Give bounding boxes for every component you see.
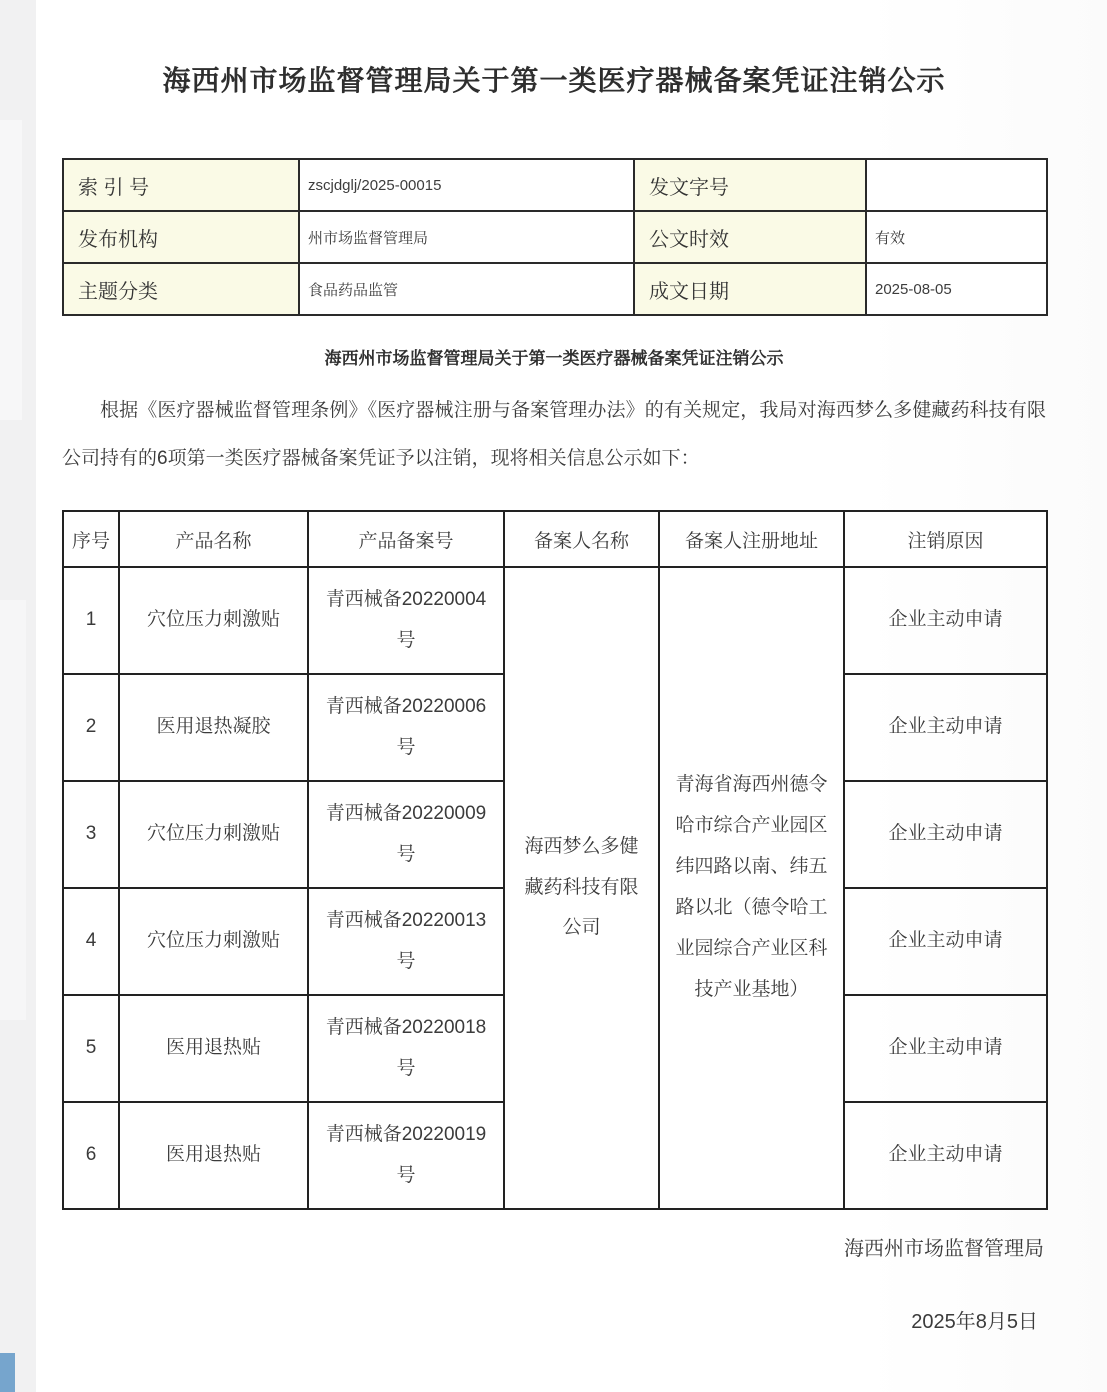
metadata-row [63, 211, 1047, 263]
metadata-row [63, 263, 1047, 315]
meta-value-subject-category: 食品药品监管 [299, 263, 634, 315]
cell-record-number: 青西械备20220019号 [308, 1102, 504, 1209]
meta-value-issuing-agency: 州市场监督管理局 [299, 211, 634, 263]
col-header-serial: 序号 [63, 511, 119, 567]
signature-agency: 海西州市场监督管理局 [844, 1238, 1044, 1260]
notice-document [62, 0, 1046, 1334]
col-header-registrant-address: 备案人注册地址 [659, 511, 844, 567]
cell-serial: 5 [63, 995, 119, 1102]
cell-product: 穴位压力刺激贴 [119, 781, 308, 888]
cell-serial: 3 [63, 781, 119, 888]
table-row [63, 567, 1047, 674]
cell-serial: 6 [63, 1102, 119, 1209]
meta-value-date-issued: 2025-08-05 [866, 263, 1047, 315]
signature-date: 2025年8月5日 [911, 1311, 1038, 1333]
meta-value-index-number: zscjdglj/2025-00015 [299, 159, 634, 211]
cell-reason: 企业主动申请 [844, 781, 1047, 888]
cell-serial: 2 [63, 674, 119, 781]
col-header-cancel-reason: 注销原因 [844, 511, 1047, 567]
metadata-table [62, 158, 1048, 316]
cell-product: 穴位压力刺激贴 [119, 567, 308, 674]
page-edge-blue-tab [0, 1353, 15, 1392]
col-header-product-name: 产品名称 [119, 511, 308, 567]
notice-body-paragraph: 根据《医疗器械监督管理条例》《医疗器械注册与备案管理办法》的有关规定，我局对海西梦么多健藏药科技有限公司持有的6项第一类医疗器械备案凭证予以注销，现将相关信息公示如下： [62, 400, 1046, 469]
cell-reason: 企业主动申请 [844, 567, 1047, 674]
cell-registrant-name: 海西梦么多健藏药科技有限公司 [504, 567, 659, 1209]
meta-value-doc-number [866, 159, 1047, 211]
meta-label-subject-category: 主题分类 [63, 263, 299, 315]
page-edge-block [0, 600, 26, 1020]
meta-label-validity: 公文时效 [634, 211, 866, 263]
cell-serial: 1 [63, 567, 119, 674]
cell-reason: 企业主动申请 [844, 888, 1047, 995]
cell-serial: 4 [63, 888, 119, 995]
cell-record-number: 青西械备20220013号 [308, 888, 504, 995]
cell-product: 医用退热贴 [119, 1102, 308, 1209]
records-header-row [63, 511, 1047, 567]
cell-product: 穴位压力刺激贴 [119, 888, 308, 995]
meta-label-index-number: 索 引 号 [63, 159, 299, 211]
cell-reason: 企业主动申请 [844, 1102, 1047, 1209]
signature-block [62, 1232, 1046, 1334]
cell-product: 医用退热贴 [119, 995, 308, 1102]
cell-record-number: 青西械备20220006号 [308, 674, 504, 781]
records-table [62, 510, 1048, 1210]
cell-record-number: 青西械备20220004号 [308, 567, 504, 674]
page-edge-block [0, 120, 22, 420]
meta-label-date-issued: 成文日期 [634, 263, 866, 315]
cell-product: 医用退热凝胶 [119, 674, 308, 781]
page-title: 海西州市场监督管理局关于第一类医疗器械备案凭证注销公示 [162, 65, 946, 96]
page-edge-strip [0, 0, 36, 1392]
col-header-registrant-name: 备案人名称 [504, 511, 659, 567]
cell-reason: 企业主动申请 [844, 995, 1047, 1102]
notice-subtitle: 海西州市场监督管理局关于第一类医疗器械备案凭证注销公示 [324, 349, 784, 368]
meta-value-validity: 有效 [866, 211, 1047, 263]
cell-record-number: 青西械备20220009号 [308, 781, 504, 888]
cell-reason: 企业主动申请 [844, 674, 1047, 781]
cell-record-number: 青西械备20220018号 [308, 995, 504, 1102]
cell-registrant-address: 青海省海西州德令哈市综合产业园区纬四路以南、纬五路以北（德令哈工业园综合产业区科技产业基地） [659, 567, 844, 1209]
meta-label-issuing-agency: 发布机构 [63, 211, 299, 263]
meta-label-doc-number: 发文字号 [634, 159, 866, 211]
col-header-record-number: 产品备案号 [308, 511, 504, 567]
metadata-row [63, 159, 1047, 211]
